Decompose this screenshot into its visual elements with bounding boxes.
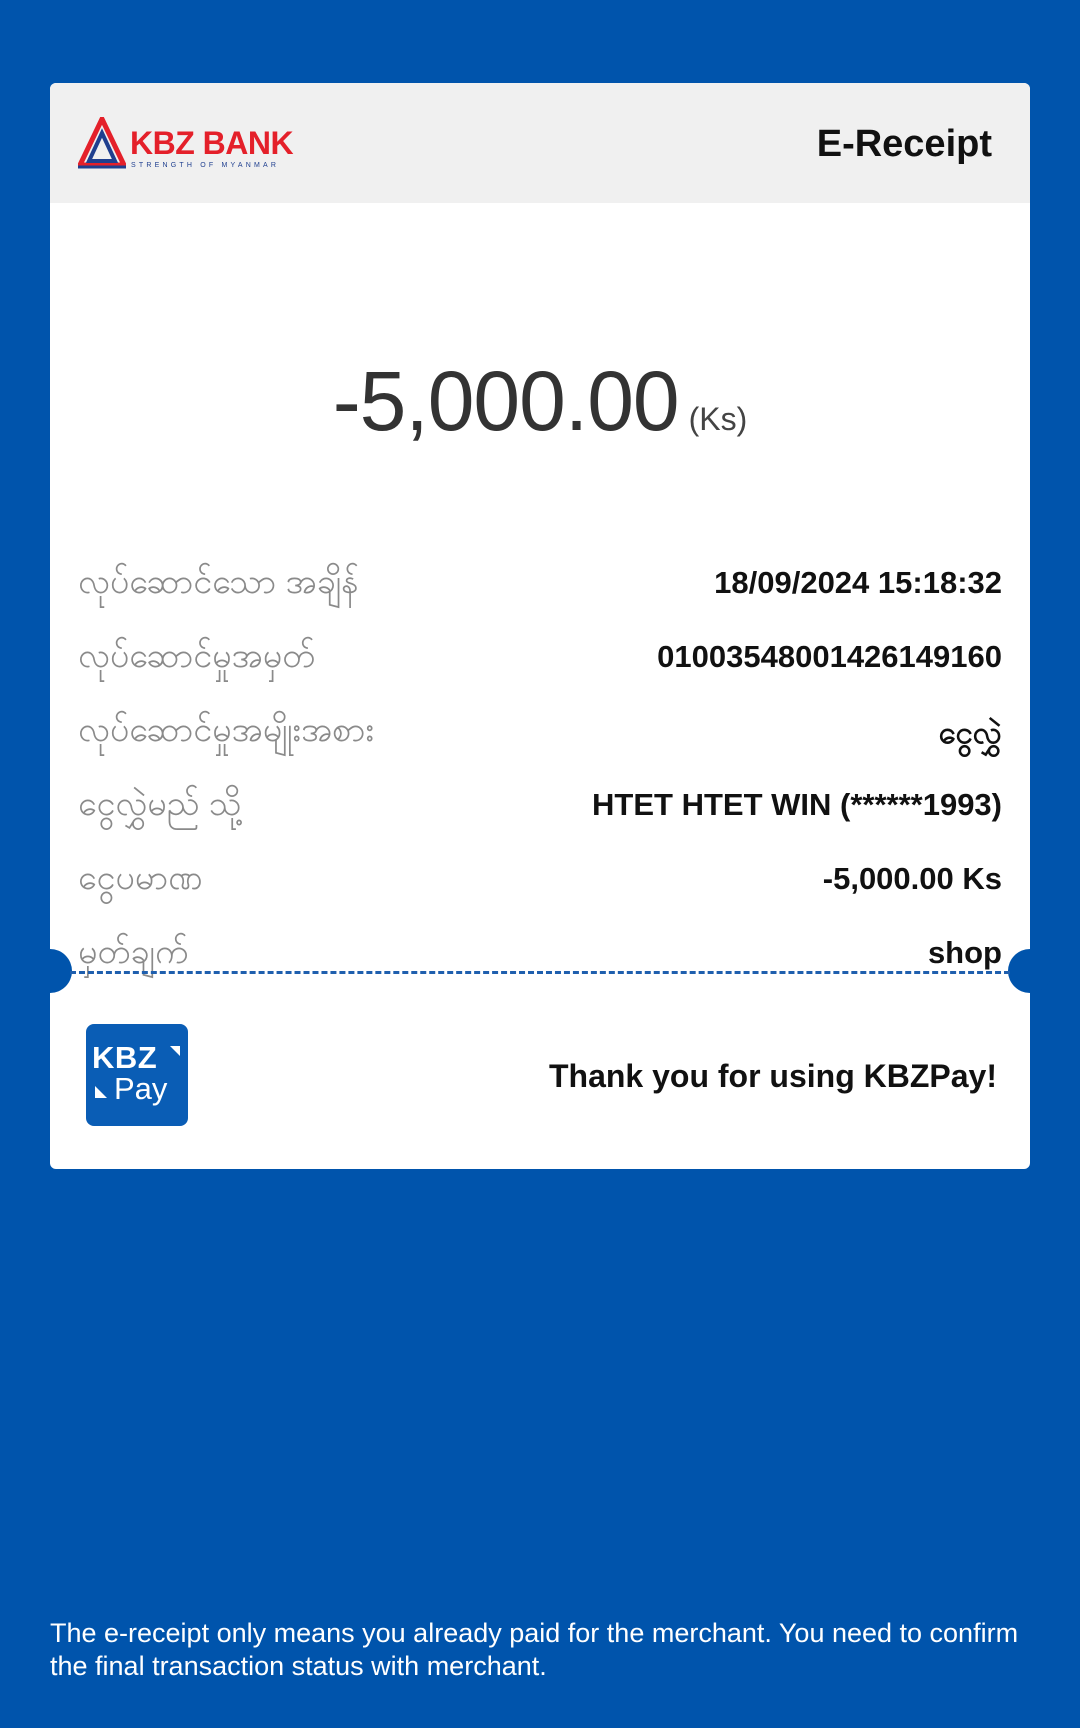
logo-corner-mark [170,1046,180,1056]
amount-value: -5,000.00 [332,354,679,448]
thank-you-message: Thank you for using KBZPay! [548,1058,997,1094]
detail-row-transaction-type [78,701,1002,775]
detail-row-transaction-id [78,627,1002,701]
e-receipt-card [50,83,1030,1169]
detail-label: ငွေပမာဏ [78,859,203,897]
kbz-triangle-icon [78,117,126,169]
detail-label: လုပ်ဆောင်မှုအမျိုးအစား [78,711,375,749]
bank-name: KBZ BANK [130,125,294,161]
detail-label: ငွေလွှဲမည် သို့ [78,785,242,823]
receipt-notch-right [1008,949,1052,993]
transaction-details [78,553,1002,997]
detail-row-recipient [78,775,1002,849]
receipt-header [50,83,1030,203]
bank-tagline: STRENGTH OF MYANMAR [131,162,280,169]
detail-value: shop [927,935,1002,970]
detail-label: လုပ်ဆောင်မှုအမှတ် [78,637,316,675]
receipt-notch-left [28,949,72,993]
amount-currency: (Ks) [688,401,748,437]
detail-row-amount [78,849,1002,923]
detail-value: ငွေလွှဲ [938,715,1002,750]
detail-value: HTET HTET WIN (******1993) [592,787,1002,822]
dashed-divider [70,971,1010,974]
transaction-amount [50,353,1030,450]
detail-row-time [78,553,1002,627]
receipt-title: E-Receipt [816,123,992,165]
detail-value: 01003548001426149160 [657,639,1002,674]
kbzpay-logo-pay: Pay [114,1071,168,1106]
disclaimer-text: The e-receipt only means you already paid for the merchant. You need to confirm the final transaction status with merchant. [50,1618,1019,1681]
detail-label: လုပ်ဆောင်သော အချိန် [78,563,359,601]
detail-label: မှတ်ချက် [78,933,189,971]
detail-value: -5,000.00 Ks [822,861,1002,896]
detail-value: 18/09/2024 15:18:32 [714,565,1002,600]
kbzpay-logo-kbz: KBZ [92,1040,158,1075]
kbzpay-logo [86,1024,188,1126]
kbz-bank-logo [78,117,308,173]
detail-row-notes [78,923,1002,997]
logo-arrow-mark [95,1086,107,1098]
